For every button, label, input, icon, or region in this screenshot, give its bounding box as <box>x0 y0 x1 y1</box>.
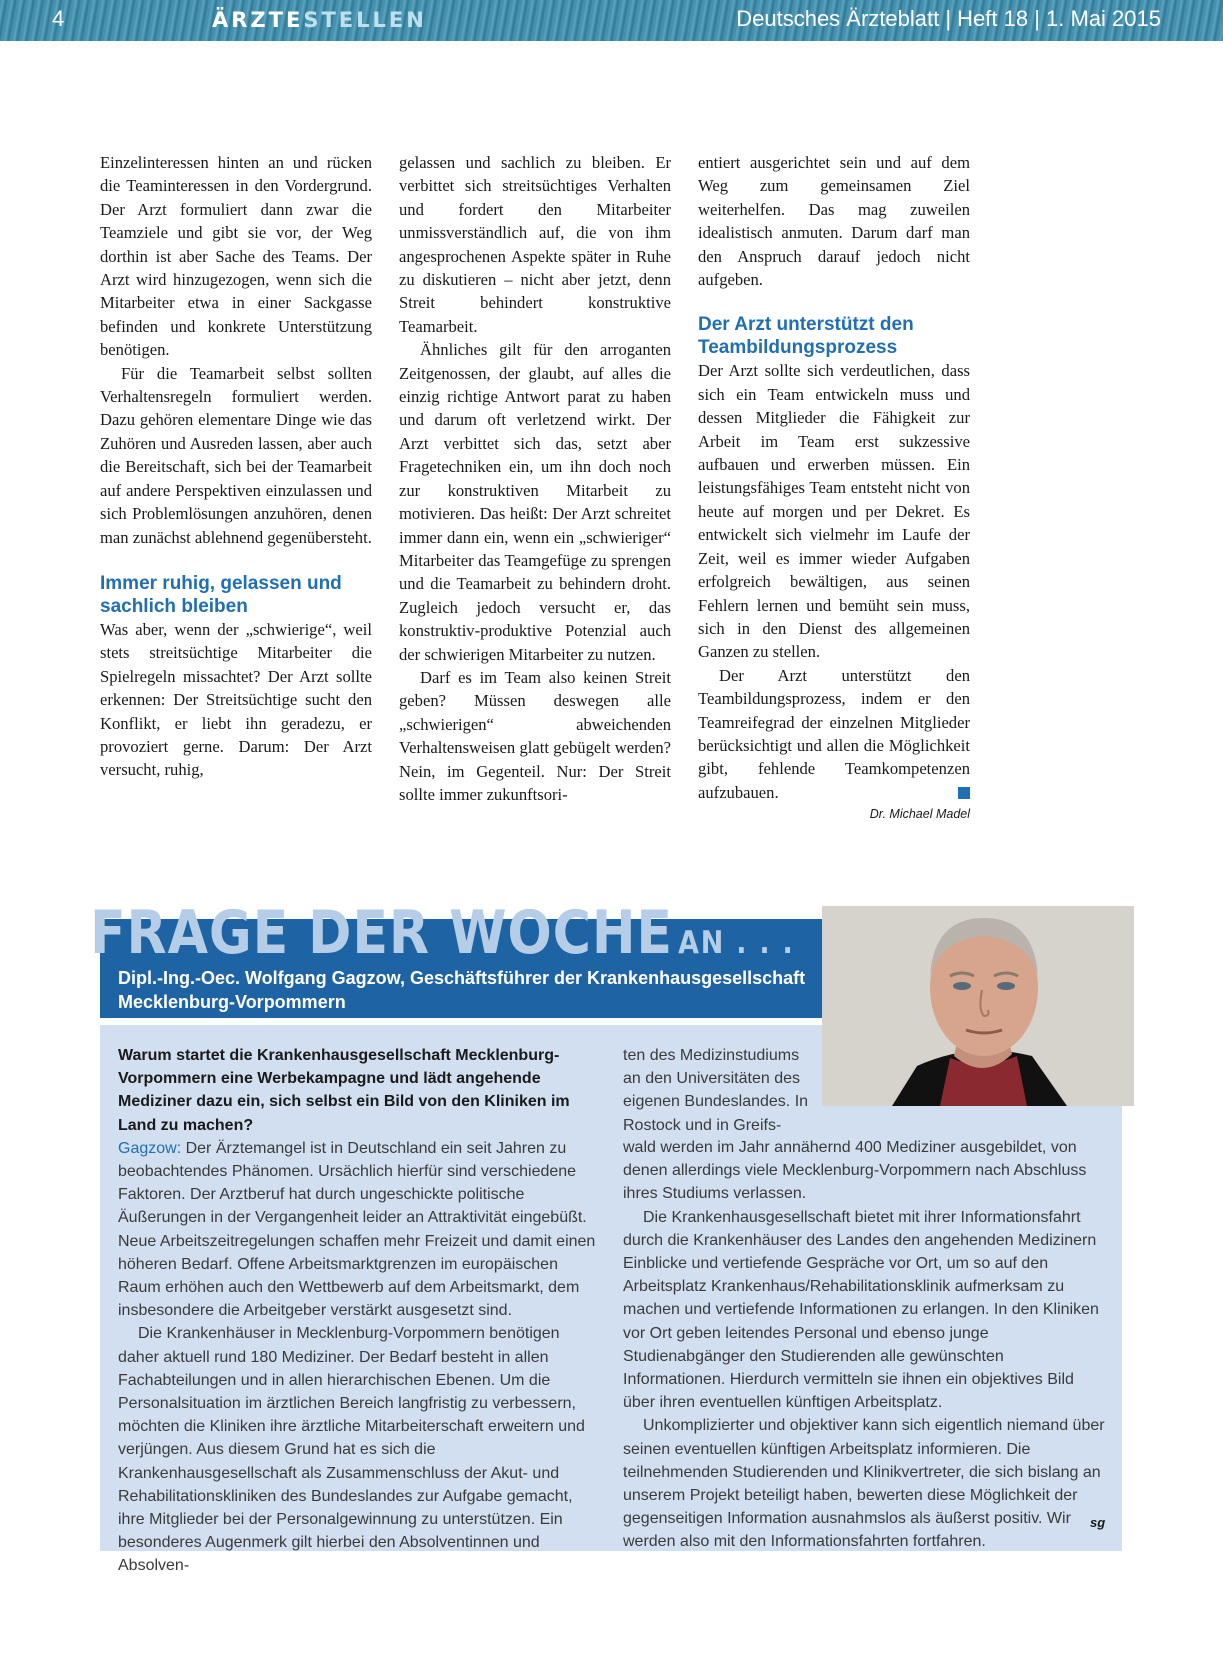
article-paragraph: Für die Teamarbeit selbst sollten Verhaltensregeln formuliert werden. Dazu gehören elementare Dinge wie das Zuhören und Ausreden lassen, aber auch die Bereitschaft, sich bei der Teamarbeit auf andere Perspektiven einzulassen und sich Problemlösungen anzuhören, denen man zunächst ablehnend gegenübersteht. <box>100 363 372 547</box>
interview-signoff: sg <box>1090 1515 1106 1530</box>
box-title-main: FRAGE DER WOCHE <box>90 898 673 968</box>
article-paragraph: gelassen und sachlich zu bleiben. Er verbittet sich streitsüchtiges Verhalten und fordert den Mitarbeiter unmissverständlich auf, die von ihm angesprochenen Aspekte später in Ruhe zu diskutieren – nicht aber jetzt, denn Streit behindert konstruktive Teamarbeit. <box>399 153 671 336</box>
article-paragraph <box>698 664 970 804</box>
interview-answer: wald werden im Jahr annähernd 400 Mediziner ausgebildet, von denen allerdings viele Mecklenburg-Vorpommern nach Abschluss ihres Studiums verlassen. <box>623 1139 1087 1203</box>
page-number: 4 <box>52 6 65 31</box>
article-paragraph: Der Arzt sollte sich verdeutlichen, dass sich ein Team entwickeln muss und dessen Mitglieder die Fähigkeit zur Arbeit im Team erst sukzessive aufbauen und erwerben müssen. Ein leistungsfähiges Team entsteht nicht von heute auf morgen und per Dekret. Es entwickelt sich vielmehr im Laufe der Zeit, weil es immer wieder Aufgaben erfolgreich bewältigen, aus seinen Fehlern lernen und bemüht sein muss, sich in den Dienst des allgemeinen Ganzen zu stellen. <box>698 361 970 662</box>
article-paragraph-text: Der Arzt unterstützt den Teambildungsprozess, indem er den Teamreifegrad der einzelnen Mitglieder berücksichtigt und allen die Möglichkeit gibt, fehlende Teamkompetenzen aufzubauen. <box>698 665 970 802</box>
subheading: Immer ruhig, gelassen und sachlich bleiben <box>100 572 342 617</box>
speaker-label: Gagzow: <box>118 1139 182 1157</box>
interview-answer: Die Krankenhäuser in Mecklenburg-Vorpommern benötigen daher aktuell rund 180 Mediziner. Der Bedarf besteht in allen Fachabteilungen und in allen hierarchischen Ebenen. Um die Personalsituation im ärztlichen Bereich langfristig zu verbessern, möchten die Kliniken ihre ärztliche Mitarbeiterschaft erweitern und verjüngen. Aus diesem Grund hat es sich die Krankenhausgesellschaft als Zusammenschluss der Akut- und Rehabilitationskliniken des Bundeslandes zur Aufgabe gemacht, ihre Mitglieder bei der Personalgewinnung zu unterstützen. Ein besonderes Augenmerk gilt hierbei den Absolventinnen und Absolven- <box>118 1325 585 1575</box>
article-paragraph: Darf es im Team also keinen Streit geben? Müssen deswegen alle „schwierigen“ abweichenden Verhaltensweisen glatt gebügelt werden? Nein, im Gegenteil. Nur: Der Streit sollte immer zukunftsori- <box>399 667 671 804</box>
article-column-1 <box>100 151 372 782</box>
interview-answer: Unkomplizierter und objektiver kann sich eigentlich niemand über seinen eventuellen künftigen Arbeitsplatz informieren. Die teilnehmenden Studierenden und Klinikvertreter, die sich bislang an unserem Projekt beteiligt haben, bewerten diese Möglichkeit der gegenseitigen Information ausnahmslos als äußerst positiv. Wir werden also mit den Informationsfahrten fortfahren. <box>623 1417 1105 1551</box>
interview-column-1 <box>118 1044 600 1578</box>
interview-answer: Die Krankenhausgesellschaft bietet mit ihrer Informationsfahrt durch die Krankenhäuser des Landes den angehenden Medizinern Einblicke und vertiefende Gespräche vor Ort, um so auf den Arbeitsplatz Krankenhaus/Rehabilitationsklinik aufmerksam zu machen und vertiefende Informationen zu erlangen. In den Kliniken vor Ort geben leitendes Personal und ebenso junge Studienabgänger den Studierenden alle gewünschten Informationen. Hierdurch vermitteln sie ihnen ein objektives Bild über ihren eventuellen künftigen Arbeitsplatz. <box>623 1208 1099 1412</box>
end-mark-icon <box>958 787 970 799</box>
answer-text: Der Ärztemangel ist in Deutschland ein seit Jahren zu beobachtendes Phänomen. Ursächlich hierfür sind verschiedene Faktoren. Der Arztberuf hat durch ungeschickte politische Äußerungen in der Vergangenheit leider an Attraktivität eingebüßt. Neue Arbeitszeitregelungen schaffen mehr Freizeit und damit einen höheren Bedarf. Offene Arbeitsmarktgrenzen im europäischen Raum erhöhen auch den Wettbewerb auf dem Arbeitsmarkt, dem insbesondere die Arbeitgeber verstärkt ausgesetzt sind. <box>118 1139 596 1320</box>
interview-column-2-narrow <box>623 1044 813 1137</box>
interview-answer <box>118 1137 600 1323</box>
box-title-suffix: AN . . . <box>678 925 795 961</box>
article-paragraph: Einzelinteressen hinten an und rücken die Teaminteressen in den Vordergrund. Der Arzt formuliert dann zwar die Teamziele und gibt sie vor, der Weg dorthin ist aber Sache des Teams. Der Arzt wird hinzugezogen, wenn sich die Mitarbeiter etwa in einer Sackgasse befinden und konkrete Unterstützung benötigen. <box>100 153 372 360</box>
page-header <box>0 0 1223 41</box>
section-brand <box>212 8 427 32</box>
brand-part-1: ÄRZTE <box>212 8 304 32</box>
author-byline: Dr. Michael Madel <box>869 807 970 822</box>
interview-question: Warum startet die Krankenhausgesellschaft Mecklenburg-Vorpommern eine Werbekampagne und lädt angehende Mediziner dazu ein, sich selbst ein Bild von den Kliniken im Land zu machen? <box>118 1047 570 1134</box>
interview-answer: ten des Medizinstudiums an den Universitäten des eigenen Bundeslandes. In Rostock und in Greifs- <box>623 1047 809 1134</box>
interviewee-line: Dipl.-Ing.-Oec. Wolfgang Gagzow, Geschäftsführer der Krankenhausgesellschaft Mecklenburg-Vorpommern <box>118 968 806 1012</box>
article-column-3 <box>698 151 970 824</box>
brand-part-2: STELLEN <box>303 8 427 32</box>
article-paragraph: Was aber, wenn der „schwierige“, weil stets streitsüchtige Mitarbeiter die Spielregeln missachtet? Der Arzt sollte erkennen: Der Streitsüchtige sucht den Konflikt, er liebt ihn geradezu, er provoziert gerne. Darum: Der Arzt versucht, ruhig, <box>100 619 372 780</box>
interview-column-2 <box>623 1136 1105 1554</box>
portrait-photo <box>822 906 1134 1106</box>
subheading: Der Arzt unterstützt den Teambildungsprozess <box>698 314 914 359</box>
portrait-illustration <box>822 906 1134 1106</box>
article-paragraph: Ähnliches gilt für den arroganten Zeitgenossen, der glaubt, auf alles die einzig richtige Antwort parat zu haben und darum oft verletzend wirkt. Der Arzt verbittet sich das, setzt aber Fragetechniken ein, um ihn doch noch zur konstruktiven Mitarbeit zu motivieren. Das heißt: Der Arzt schreitet immer dann ein, wenn ein „schwieriger“ Mitarbeiter das Teamgefüge zu sprengen und die Teamarbeit zu behindern droht. Zugleich jedoch versucht er, das konstruktiv-produktive Potenzial auch der schwierigen Mitarbeiter zu nutzen. <box>399 340 671 664</box>
article-paragraph: entiert ausgerichtet sein und auf dem Weg zum gemeinsamen Ziel weiterhelfen. Das mag zuweilen idealistisch anmuten. Darum darf man den Anspruch darauf jedoch nicht aufgeben. <box>698 153 970 290</box>
issue-line: Deutsches Ärzteblatt | Heft 18 | 1. Mai 2015 <box>736 6 1161 31</box>
article-column-2 <box>399 151 671 806</box>
